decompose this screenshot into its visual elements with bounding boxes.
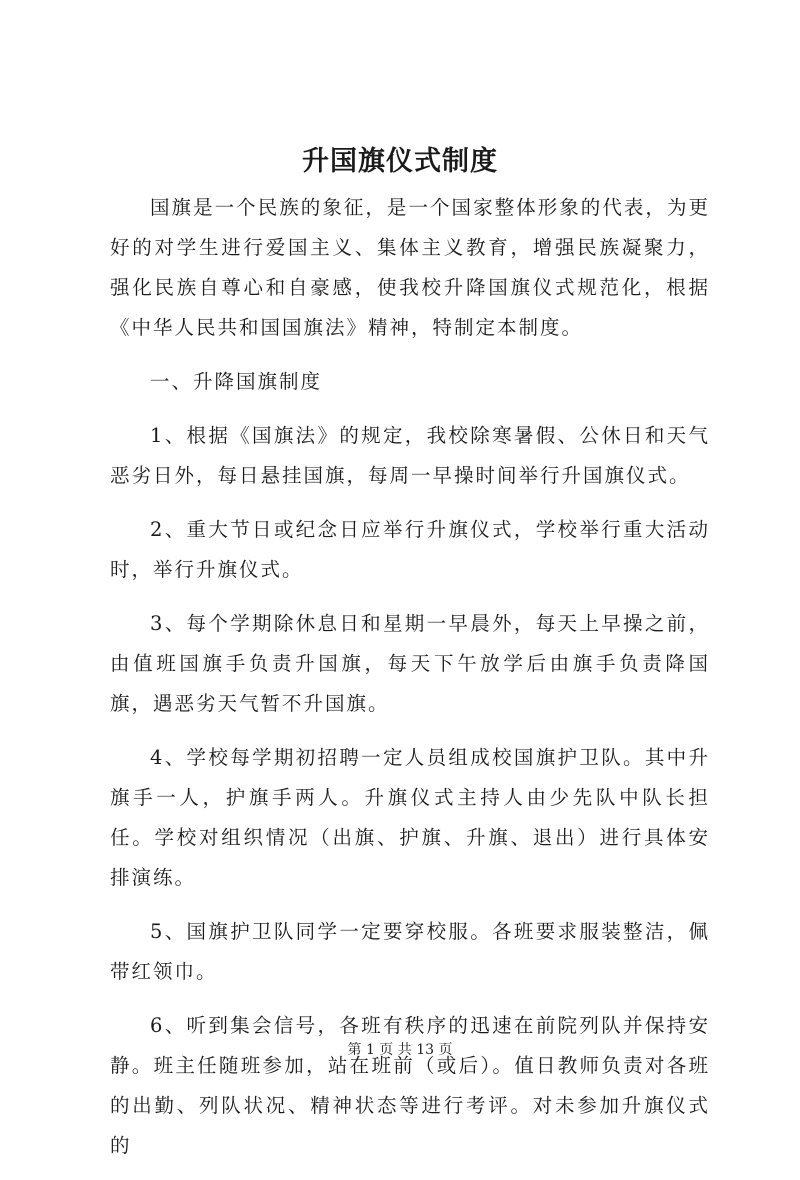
- rule-paragraph-3: 3、每个学期除休息日和星期一早晨外，每天上早操之前，由值班国旗手负责升国旗，每天下午放学后由旗手负责降国旗，遇恶劣天气暂不升国旗。: [110, 612, 710, 715]
- rule-paragraph-5: 5、国旗护卫队同学一定要穿校服。各班要求服装整洁，佩带红领巾。: [110, 920, 710, 983]
- page-footer: 第 1 页 共 13 页: [347, 1042, 453, 1058]
- rule-paragraph-6: 6、听到集会信号，各班有秩序的迅速在前院列队并保持安静。班主任随班参加，站在班前（或后）。值日教师负责对各班的出勤、列队状况、精神状态等进行考评。对未参加升旗仪式的: [110, 1014, 710, 1157]
- document-title: 升国旗仪式制度: [302, 146, 498, 177]
- rule-paragraph-2: 2、重大节日或纪念日应举行升旗仪式，学校举行重大活动时，举行升旗仪式。: [110, 518, 710, 581]
- document-body: [110, 188, 710, 1180]
- rule-paragraph-4: 4、学校每学期初招聘一定人员组成校国旗护卫队。其中升旗手一人，护旗手两人。升旗仪式主持人由少先队中队长担任。学校对组织情况（出旗、护旗、升旗、退出）进行具体安排演练。: [110, 746, 710, 889]
- intro-paragraph: 国旗是一个民族的象征，是一个国家整体形象的代表，为更好的对学生进行爱国主义、集体主义教育，增强民族凝聚力，强化民族自尊心和自豪感，使我校升降国旗仪式规范化，根据《中华人民共和国国旗法》精神，特制定本制度。: [110, 196, 710, 339]
- rule-paragraph-1: 1、根据《国旗法》的规定，我校除寒暑假、公休日和天气恶劣日外，每日悬挂国旗，每周一早操时间举行升国旗仪式。: [110, 424, 710, 487]
- section-heading: 一、升降国旗制度: [150, 370, 323, 393]
